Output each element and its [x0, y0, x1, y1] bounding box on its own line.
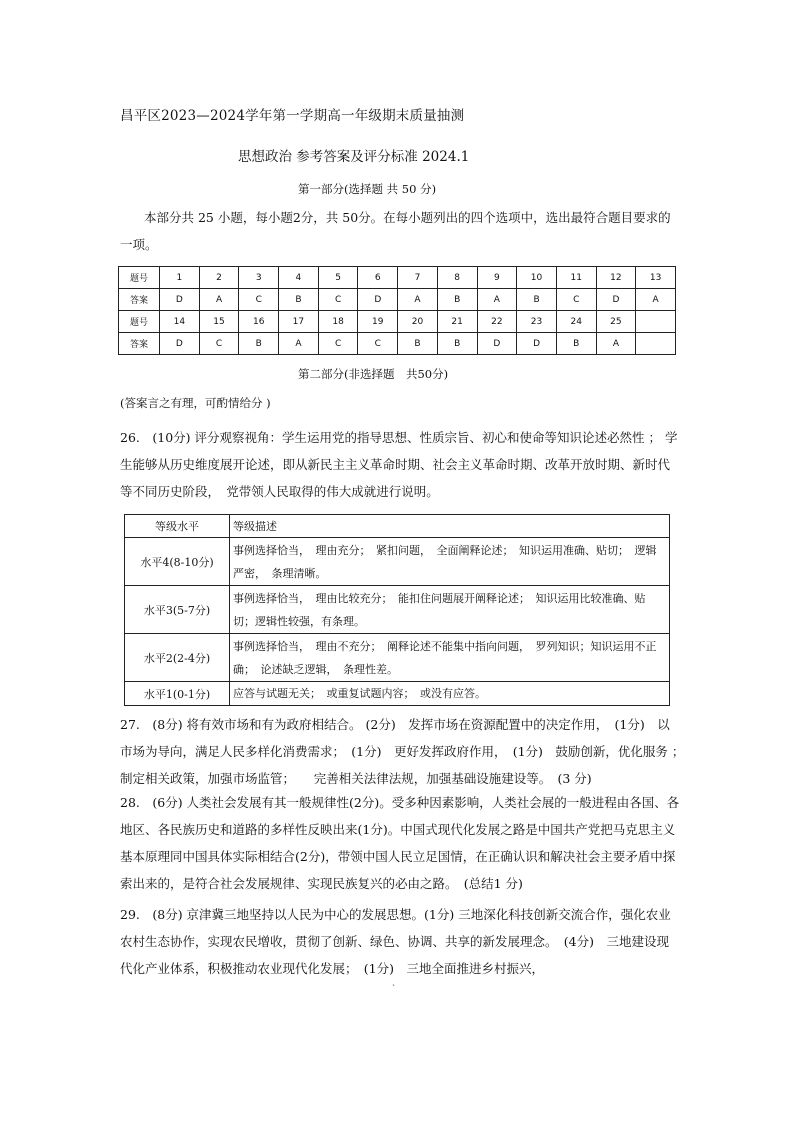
answer-row-questions-1: [119, 267, 676, 289]
answer-cell: A: [636, 289, 676, 311]
rubric-level: 水平4(8-10分): [125, 538, 230, 586]
rubric-desc: 事例选择恰当， 理由比较充分； 能扣住问题展开阐释论述； 知识运用比较准确、贴切；逻辑性较强，有条理。: [230, 586, 670, 634]
question-number: 12: [596, 267, 636, 289]
question-number: 4: [279, 267, 319, 289]
grading-note: (答案言之有理，可酌情给分 ): [120, 396, 271, 410]
part1-intro: 本部分共 25 小题，每小题2分，共 50分。在每小题列出的四个选项中，选出最符合题目要求的一项。: [120, 210, 671, 252]
answer-cell: D: [160, 289, 200, 311]
question-number: 18: [318, 311, 358, 333]
answer-cell: A: [199, 289, 239, 311]
rubric-level: 水平3(5-7分): [125, 586, 230, 634]
question-number: 23: [517, 311, 557, 333]
question-number: 15: [199, 311, 239, 333]
answer-cell: D: [596, 289, 636, 311]
question-28: 28. (6分) 人类社会发展有其一般规律性(2分)。受多种因素影响，人类社会展的一般进程由各国、各地区、各民族历史和道路的多样性反映出来(1分)。中国式现代化发展之路是中国共产党把马克思主义基本原理同中国具体实际相结合(2分)，带领中国人民立足国情，在正确认识和解决社会主要矛盾中探索出来的，是符合社会发展规律、实现民族复兴的必由之路。 (总结1 分): [120, 795, 680, 891]
question-number: 7: [398, 267, 438, 289]
rubric-level: 水平1(0-1分): [125, 682, 230, 706]
page-mark: `: [392, 984, 396, 993]
question-number: 21: [437, 311, 477, 333]
question-number: 25: [596, 311, 636, 333]
answer-cell: B: [437, 289, 477, 311]
question-number: 1: [160, 267, 200, 289]
answer-cell: D: [477, 333, 517, 355]
rubric-header-row: [125, 515, 670, 538]
answer-row-questions-2: [119, 311, 676, 333]
answer-cell: B: [517, 289, 557, 311]
row-label: 题号: [119, 267, 160, 289]
answer-cell: C: [358, 333, 398, 355]
rubric-level: 水平2(2-4分): [125, 634, 230, 682]
question-number: 10: [517, 267, 557, 289]
rubric-row: [125, 634, 670, 682]
question-number: 20: [398, 311, 438, 333]
question-27: 27. (8分) 将有效市场和有为政府相结合。 (2分) 发挥市场在资源配置中的决定作用， (1分) 以市场为导向，满足人民多样化消费需求； (1分) 更好发挥政府作用， (1分) 鼓励创新，优化服务 ； 制定相关政策，加强市场监管； 完善相关法律法规，加强基础设施建设等。 (3 分): [120, 717, 691, 786]
question-number: 8: [437, 267, 477, 289]
question-number: 17: [279, 311, 319, 333]
rubric-desc: 事例选择恰当， 理由充分； 紧扣问题， 全面阐释论述； 知识运用准确、贴切； 逻辑严密， 条理清晰。: [230, 538, 670, 586]
question-26: 26. (10分) 评分观察视角：学生运用党的指导思想、性质宗旨、初心和使命等知识论述必然性 ； 学生能够从历史维度展开论述，即从新民主主义革命时期、社会主义革命时期、改革开放时期、新时代等不同历史阶段， 党带领人民取得的伟大成就进行说明。: [120, 430, 678, 499]
rubric-desc: 应答与试题无关； 或重复试题内容； 或没有应答。: [230, 682, 670, 706]
part1-title: 第一部分(选择题 共 50 分): [298, 182, 437, 196]
answer-row-answers-2: [119, 333, 676, 355]
rubric-header-desc: 等级描述: [230, 515, 670, 538]
question-number: 9: [477, 267, 517, 289]
rubric-desc: 事例选择恰当， 理由不充分； 阐释论述不能集中指向问题， 罗列知识；知识运用不正确； 论述缺乏逻辑， 条理性差。: [230, 634, 670, 682]
rubric-row: [125, 586, 670, 634]
question-number: 3: [239, 267, 279, 289]
answer-cell: A: [398, 289, 438, 311]
school-title: 昌平区2023—2024学年第一学期高一年级期末质量抽测: [120, 108, 465, 124]
answer-cell: C: [239, 289, 279, 311]
question-number: 22: [477, 311, 517, 333]
answer-cell: C: [556, 289, 596, 311]
rubric-row: [125, 538, 670, 586]
answer-cell: D: [160, 333, 200, 355]
row-label: 题号: [119, 311, 160, 333]
answer-cell: B: [398, 333, 438, 355]
answer-cell: B: [239, 333, 279, 355]
answer-cell: D: [358, 289, 398, 311]
question-29: 29. (8分) 京津冀三地坚持以人民为中心的发展思想。(1分) 三地深化科技创新交流合作，强化农业农村生态协作，实现农民增收，贯彻了创新、绿色、协调、共享的新发展理念。 (4分) 三地建设现代化产业体系，积极推动农业现代化发展； (1分) 三地全面推进乡村振兴，: [120, 907, 671, 976]
question-number: 5: [318, 267, 358, 289]
answer-cell: C: [318, 333, 358, 355]
rubric-row: [125, 682, 670, 706]
rubric-table: [124, 514, 670, 706]
question-number: 11: [556, 267, 596, 289]
row-label: 答案: [119, 289, 160, 311]
answer-cell: A: [279, 333, 319, 355]
question-number: 6: [358, 267, 398, 289]
question-number: 14: [160, 311, 200, 333]
answer-table: [118, 266, 676, 355]
question-number: 2: [199, 267, 239, 289]
question-number: 16: [239, 311, 279, 333]
part2-title: 第二部分(非选择题 共50分): [298, 367, 449, 381]
answer-row-answers-1: [119, 289, 676, 311]
answer-cell: A: [477, 289, 517, 311]
question-number: 24: [556, 311, 596, 333]
answer-cell: [636, 333, 676, 355]
answer-cell: C: [318, 289, 358, 311]
rubric-header-level: 等级水平: [125, 515, 230, 538]
answer-cell: C: [199, 333, 239, 355]
subject-title: 思想政治 参考答案及评分标准 2024.1: [238, 149, 470, 165]
answer-cell: B: [437, 333, 477, 355]
row-label: 答案: [119, 333, 160, 355]
question-number: [636, 311, 676, 333]
answer-cell: A: [596, 333, 636, 355]
answer-cell: D: [517, 333, 557, 355]
answer-cell: B: [556, 333, 596, 355]
answer-cell: B: [279, 289, 319, 311]
question-number: 13: [636, 267, 676, 289]
question-number: 19: [358, 311, 398, 333]
